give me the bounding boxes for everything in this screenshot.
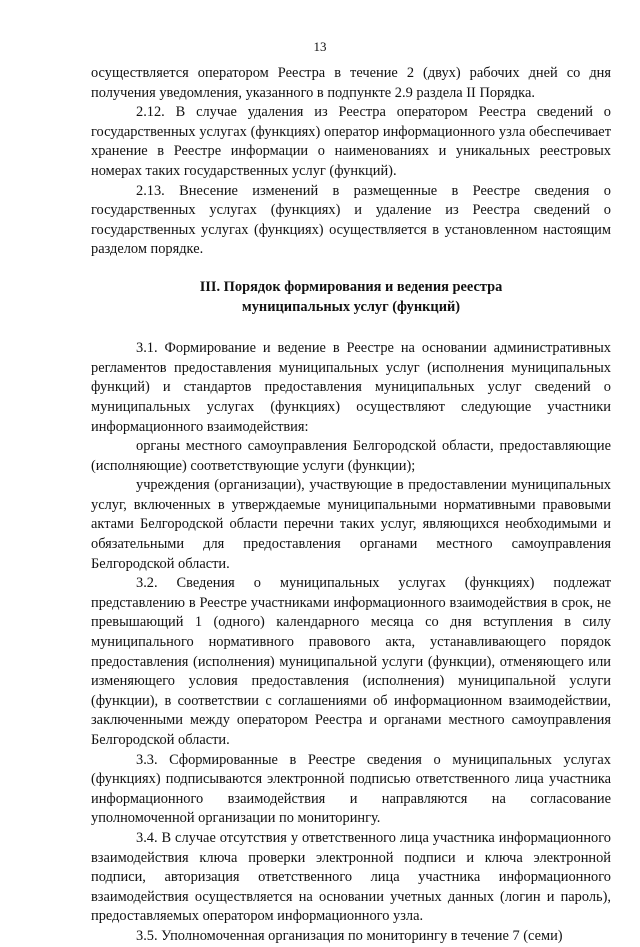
paragraph-3-1-item-b: учреждения (организации), участвующие в предоставлении муниципальных услуг, включенных в утверждаемые муниципальными нормативными правовыми актами Белгородской области перечни таких услуг, являющихся необходимыми и обязательными для предоставления органами местного самоуправления Белгородской области.	[91, 477, 611, 572]
paragraph-2-12: 2.12. В случае удаления из Реестра оператором Реестра сведений о государственных услугах (функциях) оператор информационного узла обеспечивает хранение в Реестре информации о наименованиях и уникальных реестровых номерах таких государственных услуг (функций).	[91, 104, 611, 179]
paragraph-3-1-item-a: органы местного самоуправления Белгородской области, предоставляющие (исполняющие) соответствующие услуги (функции);	[91, 438, 611, 474]
paragraph-3-5: 3.5. Уполномоченная организация по мониторингу в течение 7 (семи)	[136, 927, 563, 944]
paragraph-3-4: 3.4. В случае отсутствия у ответственного лица участника информационного взаимодействия ключа проверки электронной подписи и ключа электронной подписи, авторизация ответственного лица участника информационного взаимодействия осуществляется на основании учетных данных (логин и пароль), предоставляемых оператором информационного узла.	[91, 829, 611, 925]
paragraph-3-1: 3.1. Формирование и ведение в Реестре на основании административных регламентов предоставления муниципальных услуг (исполнения муниципальных функций) и стандартов предоставления муниципальных услуг сведений о муниципальных услугах (функциях) осуществляют следующие участники информационного взаимодействия:	[91, 340, 611, 435]
paragraph-2-13: 2.13. Внесение изменений в размещенные в Реестре сведения о государственных услугах (функциях) и удаление из Реестра сведений о государственных услугах (функциях) осуществляется в установленном настоящим разделом порядке.	[91, 182, 611, 258]
paragraph-continuation: осуществляется оператором Реестра в течение 2 (двух) рабочих дней со дня получения уведомления, указанного в подпункте 2.9 раздела II Порядка.	[91, 65, 611, 101]
document-body	[91, 64, 611, 947]
paragraph-3-3: 3.3. Сформированные в Реестре сведения о муниципальных услугах (функциях) подписываются электронной подписью ответственного лица участника информационного взаимодействия и направляются на согласование уполномоченной организации по мониторингу.	[91, 751, 611, 827]
section-heading	[91, 278, 611, 317]
paragraph-3-2: 3.2. Сведения о муниципальных услугах (функциях) подлежат представлению в Реестре участниками информационного взаимодействия в срок, не превышающий 1 (одного) календарного месяца со дня вступления в силу муниципального нормативного правового акта, устанавливающего порядок предоставления (исполнения) муниципальной услуги (функции), отменяющего или изменяющего условия предоставления (исполнения) муниципальной услуги (функции), в соответствии с соглашениями об информационном взаимодействии, заключенными между оператором Реестра и органами местного самоуправления Белгородской области.	[91, 575, 611, 748]
section-heading-line-1: III. Порядок формирования и ведения реестра	[199, 278, 503, 295]
page-number: 13	[313, 39, 327, 54]
section-heading-line-2: муниципальных услуг (функций)	[241, 298, 461, 315]
